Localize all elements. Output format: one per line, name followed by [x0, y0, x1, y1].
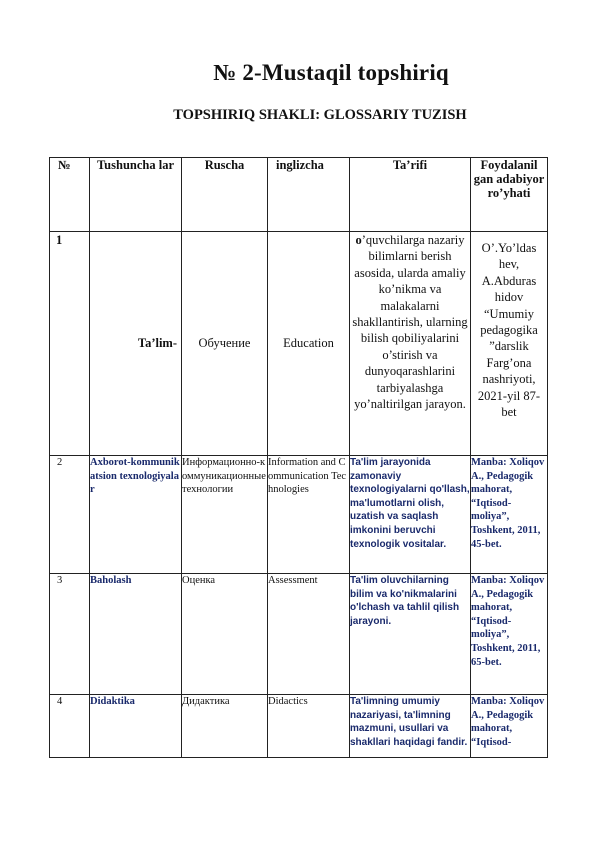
- table-row: [50, 695, 548, 758]
- header-russian: Ruscha: [182, 158, 268, 232]
- english-cell: Information and Communication Technologies: [268, 456, 350, 574]
- row-number: 4: [50, 695, 90, 758]
- page-subtitle: TOPSHIRIQ SHAKLI: GLOSSARIY TUZISH: [173, 107, 467, 123]
- table-row: [50, 574, 548, 695]
- russian-cell: Информационно-коммуникационные технологии: [182, 456, 268, 574]
- table-row: [50, 232, 548, 456]
- term-cell: Axborot-kommunikatsion texnologiyalar: [90, 456, 182, 574]
- english-cell: Education: [268, 232, 350, 456]
- header-source: Foydalanil gan adabiyor ro’yhati: [471, 158, 548, 232]
- source-cell: Manba: Xoliqov A., Pedagogik mahorat, “Iqtisod-moliya”, Toshkent, 2011, 45-bet.: [471, 456, 548, 574]
- glossary-table: [49, 157, 548, 758]
- russian-cell: Дидактика: [182, 695, 268, 758]
- header-definition: Ta’rifi: [350, 158, 471, 232]
- term-cell: Didaktika: [90, 695, 182, 758]
- russian-cell: Оценка: [182, 574, 268, 695]
- russian-cell: Обучение: [182, 232, 268, 456]
- term-cell: Baholash: [90, 574, 182, 695]
- english-cell: Assessment: [268, 574, 350, 695]
- term-cell: Ta’lim-: [90, 232, 182, 456]
- table-row: [50, 456, 548, 574]
- row-number: 2: [50, 456, 90, 574]
- row-number: 3: [50, 574, 90, 695]
- header-english: inglizcha: [268, 158, 350, 232]
- source-cell: Manba: Xoliqov A., Pedagogik mahorat, “Iqtisod-: [471, 695, 548, 758]
- definition-cell: Ta'limning umumiy nazariyasi, ta'limning mazmuni, usullari va shakllari haqidagi fandir.: [350, 695, 471, 758]
- definition-cell: [350, 232, 471, 456]
- definition-lead-letter: o: [355, 233, 362, 247]
- page-title: № 2-Mustaqil topshiriq: [213, 60, 449, 85]
- row-number: 1: [50, 232, 90, 456]
- table-header-row: [50, 158, 548, 232]
- definition-cell: Ta'lim jarayonida zamonaviy texnologiyalarni qo'llash, ma'lumotlarni olish, uzatish va saqlash imkonini beruvchi texnologik vositalar.: [350, 456, 471, 574]
- source-cell: Manba: Xoliqov A., Pedagogik mahorat, “Iqtisod-moliya”, Toshkent, 2011, 65-bet.: [471, 574, 548, 695]
- definition-text: ’quvchilarga nazariy bilimlarni berish asosida, ularda amaliy ko’nikma va malakalarni shakllantirish, ularning bilish qobiliyalarini o’stirish va dunyoqarashlarini tarbiyalashga yo’naltirilgan jarayon.: [352, 233, 468, 412]
- source-cell: O’.Yo’ldas hev, A.Abduras hidov “Umumiy pedagogika ”darslik Farg’ona nashriyoti, 2021-yil 87-bet: [471, 232, 548, 456]
- header-number: №: [50, 158, 90, 232]
- header-term: Tushuncha lar: [90, 158, 182, 232]
- english-cell: Didactics: [268, 695, 350, 758]
- definition-cell: Ta'lim oluvchilarning bilim va ko'nikmalarini o'lchash va tahlil qilish jarayoni.: [350, 574, 471, 695]
